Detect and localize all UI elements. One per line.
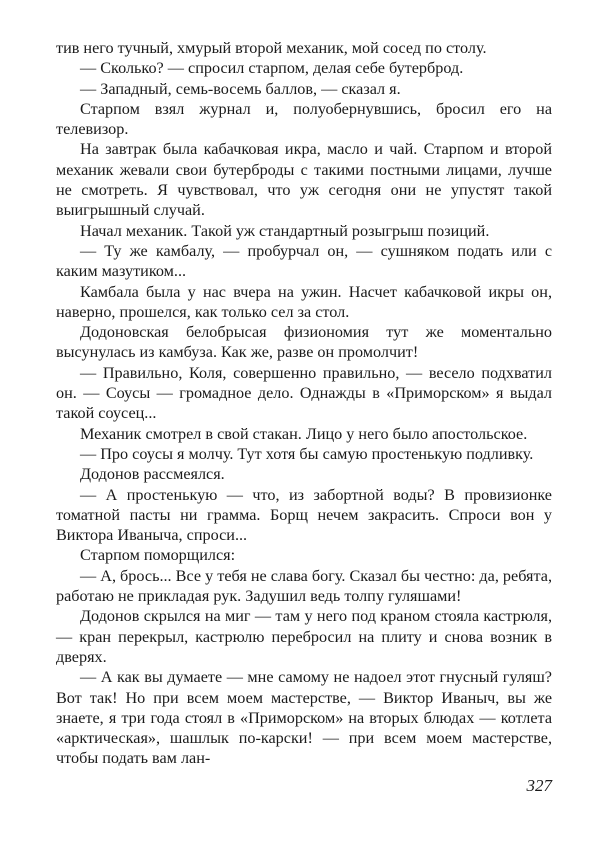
paragraph: Начал механик. Такой уж стандартный розыгрыш позиций. <box>80 221 490 240</box>
page-text <box>56 38 552 769</box>
paragraph: Старпом поморщился: <box>80 546 236 565</box>
paragraph: Додонов рассмеялся. <box>80 465 225 484</box>
paragraph: — А, брось... Все у тебя не слава богу. Сказал бы честно: да, ребята, работаю не прикладая рук. Задушил ведь толпу гуляшами! <box>56 566 552 606</box>
paragraph: — Правильно, Коля, совершенно правильно, — весело подхватил он. — Соусы — громадное дело. Однажды в «Приморском» я выдал такой соусец... <box>56 363 552 423</box>
paragraph: — А простенькую — что, из забортной воды? В провизионке томатной пасты ни грамма. Борщ нечем закрасить. Спроси вон у Виктора Иваныча, спроси... <box>56 485 552 545</box>
paragraph: Додоновская белобрысая физиономия тут же моментально высунулась из камбуза. Как же, разве он промолчит! <box>56 323 552 362</box>
paragraph: тив него тучный, хмурый второй механик, мой сосед по столу. <box>56 39 487 57</box>
paragraph: — Про соусы я молчу. Тут хотя бы самую простенькую подливку. <box>80 444 534 463</box>
paragraph: Камбала была у нас вчера на ужин. Насчет кабачковой икры он, наверно, прошелся, как только сел за стол. <box>56 282 552 321</box>
paragraph: Механик смотрел в свой стакан. Лицо у него было апостольское. <box>80 424 528 443</box>
paragraph: — Ту же камбалу, — пробурчал он, — сушняком подать или с каким мазутиком... <box>56 241 552 281</box>
paragraph: — Сколько? — спросил старпом, делая себе бутерброд. <box>80 59 464 78</box>
page-number: 327 <box>526 776 552 795</box>
paragraph: Додонов скрылся на миг — там у него под краном стояла кастрюля, — кран перекрыл, кастрюлю перебросил на плиту и снова возник в дверях. <box>56 607 552 666</box>
paragraph: Старпом взял журнал и, полуобернувшись, бросил его на телевизор. <box>56 99 552 139</box>
paragraph: — А как вы думаете — мне самому не надоел этот гнусный гуляш? Вот так! Но при всем моем мастерстве, — Виктор Иваныч, вы же знаете, я три года стоял в «Приморском» на вторых блюдах — котлета «арктическая», шашлык по-карски! — при всем моем мастерстве, чтобы подать вам лан- <box>56 668 552 768</box>
paragraph: На завтрак была кабачковая икра, масло и чай. Старпом и второй механик жевали свои бутерброды с такими постными лицами, лучше не смотреть. Я чувствовал, что уж сегодня они не упустят такой выигрышный случай. <box>56 140 552 220</box>
paragraph: — Западный, семь-восемь баллов, — сказал я. <box>80 79 401 98</box>
